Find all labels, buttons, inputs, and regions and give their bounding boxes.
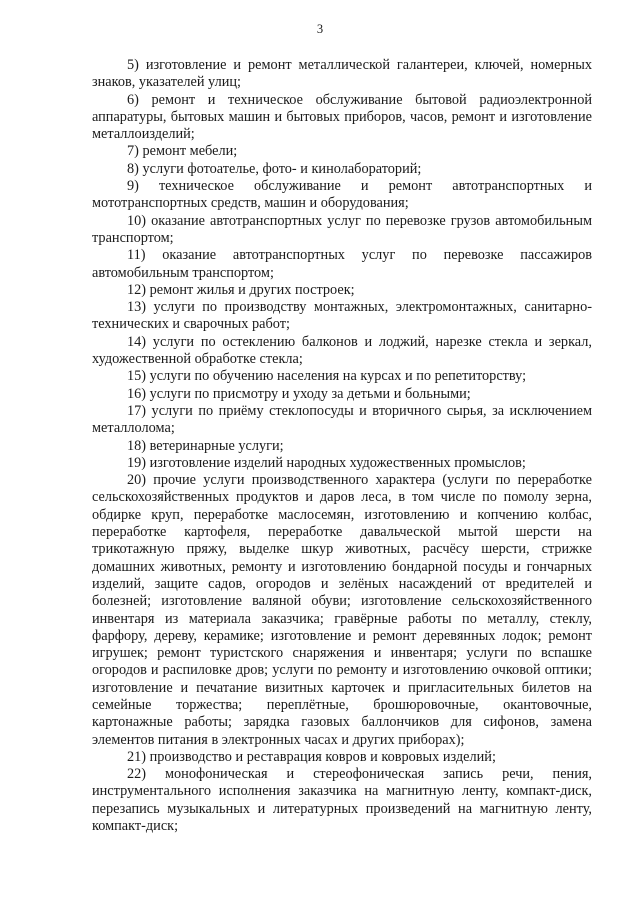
- list-item: 11) оказание автотранспортных услуг по перевозке пассажиров автомобильным транспортом;: [92, 247, 592, 281]
- page-number: 3: [316, 22, 324, 36]
- list-item: 22) монофоническая и стереофоническая запись речи, пения, инструментального исполнения заказчика на магнитную ленту, компакт-диск, перезапись музыкальных и литературных произведений на магнитную ленту, компакт-диск;: [92, 766, 592, 835]
- list-body: [92, 57, 592, 835]
- list-item: 16) услуги по присмотру и уходу за детьми и больными;: [127, 385, 471, 402]
- list-item: 13) услуги по производству монтажных, электромонтажных, санитарно-технических и сварочных работ;: [92, 299, 592, 333]
- list-item: 6) ремонт и техническое обслуживание бытовой радиоэлектронной аппаратуры, бытовых машин и бытовых приборов, часов, ремонт и изготовление металлоизделий;: [92, 91, 592, 143]
- list-item: 18) ветеринарные услуги;: [127, 437, 284, 454]
- list-item: 19) изготовление изделий народных художественных промыслов;: [127, 454, 526, 471]
- list-item: 7) ремонт мебели;: [127, 143, 238, 160]
- list-item: 10) оказание автотранспортных услуг по перевозке грузов автомобильным транспортом;: [92, 212, 592, 246]
- list-item: 15) услуги по обучению населения на курсах и по репетиторству;: [127, 368, 527, 385]
- list-item: 5) изготовление и ремонт металлической галантереи, ключей, номерных знаков, указателей улиц;: [92, 57, 592, 91]
- list-item: 8) услуги фотоателье, фото- и кинолабораторий;: [127, 160, 422, 177]
- list-item: 17) услуги по приёму стеклопосуды и вторичного сырья, за исключением металлолома;: [92, 402, 592, 437]
- list-item: 9) техническое обслуживание и ремонт автотранспортных и мототранспортных средств, машин и оборудования;: [92, 178, 592, 212]
- list-item: 12) ремонт жилья и других построек;: [127, 281, 355, 298]
- list-item: 21) производство и реставрация ковров и ковровых изделий;: [127, 748, 496, 765]
- list-item: 14) услуги по остеклению балконов и лоджий, нарезке стекла и зеркал, художественной обработке стекла;: [92, 333, 592, 368]
- list-item: 20) прочие услуги производственного характера (услуги по переработке сельскохозяйственных продуктов и даров леса, в том числе по помолу зерна, обдирке круп, переработке маслосемян, изготовлению и копчению колбас, переработке картофеля, переработке давальческой мытой шерсти на трикотажную пряжу, выделке шкур животных, расчёсу шерсти, стрижке домашних животных, ремонту и изготовлению бондарной посуды и гончарных изделий, защите садов, огородов и зелёных насаждений от вредителей и болезней; изготовление валяной обуви; изготовление сельскохозяйственного инвентаря из материала заказчика; гравёрные работы по металлу, стеклу, фарфору, дереву, керамике; изготовление и ремонт деревянных лодок; ремонт игрушек; ремонт туристского снаряжения и инвентаря; услуги по вспашке огородов и распиловке дров; услуги по ремонту и изготовлению очковой оптики; изготовление и печатание визитных карточек и пригласительных билетов на семейные торжества; переплётные, брошюровочные, окантовочные, картонажные работы; зарядка газовых баллончиков для сифонов, замена элементов питания в электронных часах и других приборах);: [92, 472, 592, 748]
